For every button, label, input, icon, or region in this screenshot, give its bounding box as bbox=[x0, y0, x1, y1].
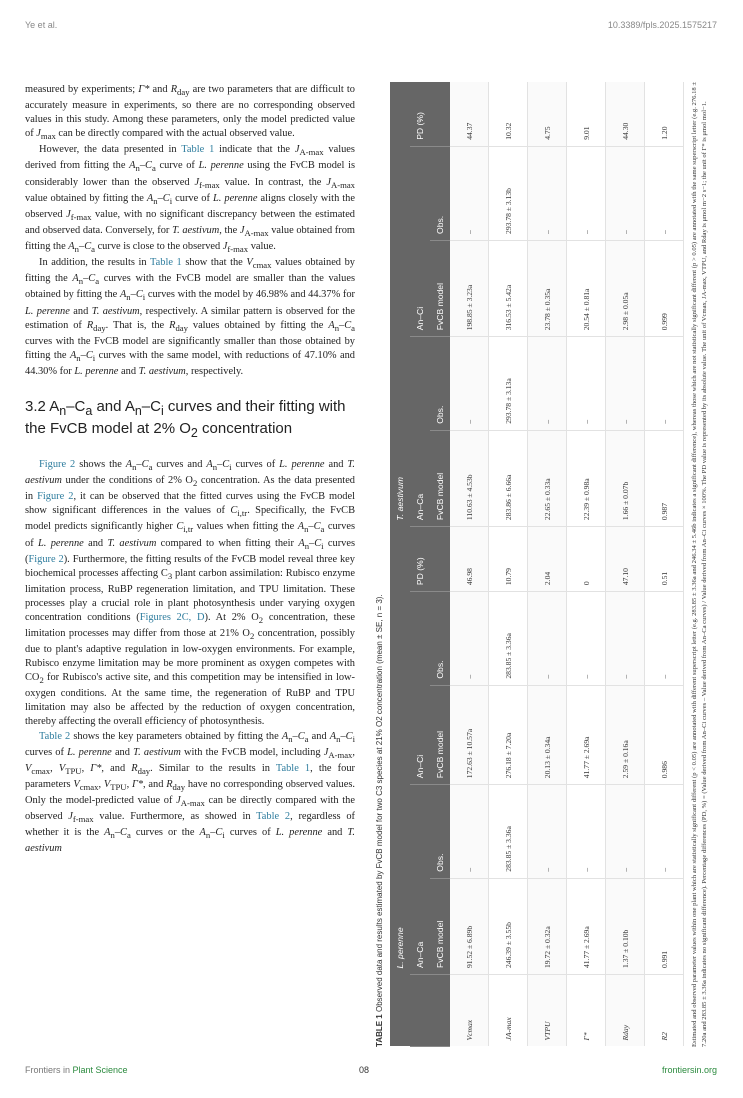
paragraph-5: Table 2 shows the key parameters obtained by fitting the $A_n-C_a$ and $A_n-C_i$ curves of L. perenne and T. aestivum with the FvCB model, including $J_{A-max}$, $V_{cmax}$, $V_{TPU}$, Γ*, and $R_{day}$. Similar to the results in Table 1, the four parameters $V_{cmax}$, $V_{TPU}$, Γ*, and $R_{day}$ have no corresponding observed values. Only the model-predicted value of $J_{A-max}$ can be directly compared with the observed $J_{f-max}$ value. Furthermore, as showed in Table 2, regardless of whether it is the $A_n-C_a$ curves or the $A_n-C_i$ curves of L. perenne and T. aestivum bbox=[25, 730, 356, 855]
table-cell: 1.66 ± 0.07b bbox=[606, 430, 645, 526]
table-cell: 44.37 bbox=[450, 82, 489, 146]
species-header: L. perenne bbox=[390, 527, 410, 975]
table-cell: 276.18 ± 7.20a bbox=[489, 685, 528, 785]
table-cell: 44.30 bbox=[606, 82, 645, 146]
table-cell: 172.63 ± 10.57a bbox=[450, 685, 489, 785]
table-row bbox=[567, 82, 606, 1047]
table-cell: – bbox=[606, 592, 645, 686]
footer-site-link[interactable]: frontiersin.org bbox=[661, 1065, 717, 1075]
table-row bbox=[606, 82, 645, 1047]
table-cell: 10.79 bbox=[489, 527, 528, 592]
table-cell: – bbox=[450, 592, 489, 686]
table-cell: – bbox=[528, 337, 567, 431]
table-cell: 283.86 ± 6.66a bbox=[489, 430, 528, 526]
table-cell: 22.39 ± 0.98a bbox=[567, 430, 606, 526]
table-cell: 0.986 bbox=[645, 685, 684, 785]
row-param: VTPU bbox=[528, 975, 567, 1047]
pd-header: PD (%) bbox=[410, 527, 430, 592]
table-cell: – bbox=[645, 337, 684, 431]
running-header-doi[interactable]: 10.3389/fpls.2025.1575217 bbox=[607, 20, 717, 30]
curve-header: An–Ci bbox=[410, 146, 430, 336]
table-cell: 20.13 ± 0.34a bbox=[528, 685, 567, 785]
table-cell: 22.65 ± 0.33a bbox=[528, 430, 567, 526]
row-param: JA-max bbox=[489, 975, 528, 1047]
table-cell: – bbox=[567, 337, 606, 431]
table-cell: 293.78 ± 3.13b bbox=[489, 146, 528, 240]
row-param: Γ* bbox=[567, 975, 606, 1047]
pd-header: PD (%) bbox=[410, 82, 430, 146]
table-cell: 10.32 bbox=[489, 82, 528, 146]
table-cell: 293.78 ± 3.13a bbox=[489, 337, 528, 431]
table-cell: – bbox=[606, 146, 645, 240]
curve-header: An–Ci bbox=[410, 592, 430, 785]
table-cell: 316.53 ± 5.42a bbox=[489, 240, 528, 336]
table-cell: 0.991 bbox=[645, 878, 684, 974]
table-cell: 2.59 ± 0.16a bbox=[606, 685, 645, 785]
table-cell: 91.52 ± 6.89b bbox=[450, 878, 489, 974]
table-cell: – bbox=[645, 785, 684, 879]
table-cell: 1.20 bbox=[645, 82, 684, 146]
table-cell: – bbox=[450, 337, 489, 431]
table-cell: 110.63 ± 4.53b bbox=[450, 430, 489, 526]
table-caption: TABLE 1 Observed data and results estimated by FvCB model for two C3 species at 21% O2 concentration (mean ± SE, n = 3). bbox=[375, 594, 384, 1047]
table-cell: – bbox=[567, 146, 606, 240]
page-number: 08 bbox=[359, 1065, 370, 1075]
row-param: Rday bbox=[606, 975, 645, 1047]
table-cell: 246.39 ± 3.55b bbox=[489, 878, 528, 974]
paragraph-3: In addition, the results in Table 1 show that the $V_{cmax}$ values obtained by fitting the $A_n-C_a$ curves with the FvCB model are smaller than the values obtained by fitting the $A_n-C_i$ curves with the model by 46.98% and 44.37% for L. perenne and T. aestivum, respectively. A similar pattern is observed for the estimation of $R_{day}$. That is, the $R_{day}$ values obtained by fitting the $A_n-C_a$ curves with the FvCB model are significantly smaller than those obtained by fitting the $A_n-C_i$ curves with the same model, with reductions of 47.10% and 44.30% for L. perenne and T. aestivum, respectively. bbox=[25, 257, 356, 377]
table-cell: 41.77 ± 2.69a bbox=[567, 878, 606, 974]
table-cell: – bbox=[528, 592, 567, 686]
table-cell: – bbox=[645, 146, 684, 240]
table-row bbox=[489, 82, 528, 1047]
table-row bbox=[528, 82, 567, 1047]
table-cell: – bbox=[528, 785, 567, 879]
curve-header: An–Ca bbox=[410, 337, 430, 527]
table-1 bbox=[370, 82, 710, 1047]
table-cell: 23.78 ± 0.35a bbox=[528, 240, 567, 336]
paragraph-2: However, the data presented in Table 1 indicate that the $J_{A-max}$ values derived from fitting the $A_n-C_a$ curve of L. perenne using the FvCB model is considerably lower than the observed $J_{f-max}$ value. In contrast, the $J_{A-max}$ value obtained by fitting the $A_n-C_i$ curve of L. perenne aligns closely with the observed $J_{f-max}$ value, with no significant discrepancy between the estimated and observed data. Conversely, for T. aestivum, the $J_{A-max}$ value obtained from fitting the $A_n-C_a$ curve is close to the observed $J_{f-max}$ value. bbox=[25, 144, 356, 255]
table-cell: 19.72 ± 0.32a bbox=[528, 878, 567, 974]
table-footnote: Estimated and observed parameter values within one plant which are statistically significant different (p < 0.05) are annotated with different superscript letter (e.g. 283.85 ± 3.36a and 246.34 ± 5.46b indicates a significant difference), whereas those which are not statistically significant different (p > 0.05) are annotated with the same superscript letter (e.g. 276.18 ± 7.20a and 283.85 ± 3.36a indicates no significant difference). Percentage differences (PD, %) = (Value derived from An–Ci curves – Value derived from An–Ca curves) / Value derived from An–Ci curves × 100%. The PD value is represented by its absolute value. The unit of Vcmax, JA-max, VTPU, and Rday is μmol m−2 s−1; the unit of Γ* is μmol mol−1. bbox=[691, 82, 708, 1047]
table-cell: – bbox=[645, 592, 684, 686]
table-cell: 0.51 bbox=[645, 527, 684, 592]
table-cell: 2.98 ± 0.05a bbox=[606, 240, 645, 336]
table-1-grid: L. perenne T. aestivum An–Ca An–Ci PD (%) An–Ca An–Ci PD (%) FvCB model Obs. FvCB model Obs. FvCB model Obs. FvCB model Obs. Vcmax 91.52 ± 6.89b – 172.63 ± 10.57a – 46.98 110.63 ± 4.53b – 198.85 ± 3.23a – 44.37 JA-max 246.39 ± 3.55b 283.85 ± 3.36a 276.18 ± 7.20a 283.85 ± 3.36a 10.79 283.86 ± 6.66a 293.78 ± 3.13a 316.53 ± 5.42a 293.78 ± 3.13b 10.32 VTPU 19.72 ± 0.32a – 20.13 ± 0.34a – 2.04 22.65 ± 0.33a – 23.78 ± 0.35a – 4.75 Γ* 41.77 ± 2.69a – 41.77 ± 2.69a – 0 22.39 ± 0.98a – 20.54 ± 0.81a – 9.01 Rday 1.37 ± 0.10b – 2.59 ± 0.16a – 47.10 1.66 ± 0.07b – 2.98 ± 0.05a – 44.30 R2 0.991 – 0.986 – 0.51 0.987 – 0.999 – 1.20 bbox=[390, 82, 684, 1047]
table-cell: – bbox=[450, 146, 489, 240]
table-cell: – bbox=[567, 785, 606, 879]
species-header: T. aestivum bbox=[390, 82, 410, 527]
paragraph-1: measured by experiments; Γ* and $R_{day}$ are two parameters that are difficult to accurately measure in experiments, so there are no corresponding observed values in this study. Among these parameters, only the model predicted value of $J_{max}$ can be directly compared with the actual observed value. bbox=[25, 84, 355, 142]
row-param: Vcmax bbox=[450, 975, 489, 1047]
table-row bbox=[450, 82, 489, 1047]
table-cell: 0.987 bbox=[645, 430, 684, 526]
paragraph-4: Figure 2 shows the $A_n-C_a$ curves and $A_n-C_i$ curves of L. perenne and T. aestivum under the conditions of 2% $O_2$ concentration. As the data presented in Figure 2, it can be observed that the fitted curves using the FvCB model show significant differences in the values of $C_{i,tr}$. Specifically, the FvCB model predicts significantly higher $C_{i,tr}$ values when fitting the $A_n-C_a$ curves of L. perenne and T. aestivum compared to when fitting their $A_n-C_i$ curves (Figure 2). Furthermore, the fitting results of the FvCB model reveal three key biochemical processes affecting $C_3$ plant carbon assimilation: Rubisco enzyme limitation process, RuBP regeneration limitation, and TPU limitation. These processes play a crucial role in plant photosynthesis under varying oxygen concentration conditions (Figures 2C, D). At 2% $O_2$ concentration, these limitation processes may differ from those at 21% $O_2$ concentration, possibly due to plant's adaptive regulation in low-oxygen environments. For example, Rubisco enzyme limitation may be more prominent as oxygen competes with $CO_2$ for Rubisco's active site, and this competition may be intensified in low-oxygen conditions. At the same time, the regeneration of RuBP and TPU limitation may also be affected by the reduction of oxygen concentration, thereby affecting the overall efficiency of photosynthesis. bbox=[25, 458, 356, 728]
table-cell: 198.85 ± 3.23a bbox=[450, 240, 489, 336]
table-row bbox=[645, 82, 684, 1047]
table-cell: 1.37 ± 0.10b bbox=[606, 878, 645, 974]
text-column bbox=[25, 83, 355, 856]
table-cell: 46.98 bbox=[450, 527, 489, 592]
curve-header: An–Ca bbox=[410, 785, 430, 975]
row-param: R2 bbox=[645, 975, 684, 1047]
table-cell: 283.85 ± 3.36a bbox=[489, 592, 528, 686]
table-cell: – bbox=[450, 785, 489, 879]
table-cell: – bbox=[528, 146, 567, 240]
table-cell: – bbox=[606, 785, 645, 879]
table-cell: 41.77 ± 2.69a bbox=[567, 685, 606, 785]
table-cell: 283.85 ± 3.36a bbox=[489, 785, 528, 879]
table-cell: 4.75 bbox=[528, 82, 567, 146]
table-cell: 0 bbox=[567, 527, 606, 592]
table-cell: – bbox=[606, 337, 645, 431]
table-cell: 0.999 bbox=[645, 240, 684, 336]
table-cell: 9.01 bbox=[567, 82, 606, 146]
footer-journal: Frontiers in Plant Science bbox=[25, 1065, 128, 1075]
table-cell: – bbox=[567, 592, 606, 686]
table-cell: 47.10 bbox=[606, 527, 645, 592]
table-cell: 20.54 ± 0.81a bbox=[567, 240, 606, 336]
section-heading-3-2: 3.2 $A_n-C_a$ and $A_n-C_i$ curves and their fitting with the FvCB model at 2% $O_2$ concentration bbox=[25, 397, 346, 440]
running-header-authors: Ye et al. bbox=[25, 20, 58, 30]
table-cell: 2.04 bbox=[528, 527, 567, 592]
